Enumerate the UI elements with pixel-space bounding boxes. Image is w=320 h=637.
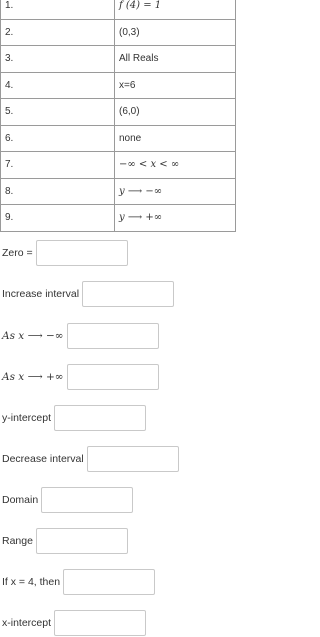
- answer-drop-box[interactable]: [54, 610, 146, 636]
- row-answer: (0,3): [115, 19, 236, 46]
- table-row: [1, 46, 236, 73]
- row-answer: x=6: [115, 72, 236, 99]
- question-label: Range: [2, 535, 33, 547]
- table-row: [1, 125, 236, 152]
- row-number: 4.: [1, 72, 115, 99]
- row-number: 3.: [1, 46, 115, 73]
- row-number: 9.: [1, 205, 115, 232]
- row-answer: f (4) = 1: [115, 0, 236, 19]
- row-answer: All Reals: [115, 46, 236, 73]
- question-label: If x = 4, then: [2, 576, 61, 588]
- question-zero: [2, 239, 128, 267]
- answer-bank-table: [0, 0, 236, 232]
- question-y-intercept: [2, 404, 146, 432]
- question-label: Increase interval: [2, 288, 80, 300]
- row-answer: −∞ < x < ∞: [115, 152, 236, 179]
- question-label: As x ⟶ −∞: [2, 330, 64, 342]
- answer-drop-box[interactable]: [54, 405, 146, 431]
- answer-drop-box[interactable]: [63, 569, 155, 595]
- table-row: [1, 19, 236, 46]
- table-row: [1, 99, 236, 126]
- answer-drop-box[interactable]: [67, 364, 159, 390]
- question-decrease-interval: [2, 445, 179, 473]
- row-number: 8.: [1, 178, 115, 205]
- row-answer: (6,0): [115, 99, 236, 126]
- question-label: Domain: [2, 494, 39, 506]
- question-label: Zero =: [2, 247, 33, 259]
- question-range: [2, 527, 128, 555]
- table-row: [1, 205, 236, 232]
- question-label: x-intercept: [2, 617, 52, 629]
- question-as-x-neg-inf: [2, 322, 159, 350]
- answer-drop-box[interactable]: [36, 528, 128, 554]
- table-row: [1, 178, 236, 205]
- question-if-x-equals-4: [2, 568, 155, 596]
- row-number: 1.: [1, 0, 115, 19]
- question-label: Decrease interval: [2, 453, 84, 465]
- question-as-x-pos-inf: [2, 363, 159, 391]
- row-answer: y ⟶ +∞: [115, 205, 236, 232]
- answer-drop-box[interactable]: [41, 487, 133, 513]
- answer-drop-box[interactable]: [36, 240, 128, 266]
- answer-drop-box[interactable]: [87, 446, 179, 472]
- table-row: [1, 152, 236, 179]
- answer-drop-box[interactable]: [67, 323, 159, 349]
- question-domain: [2, 486, 133, 514]
- row-number: 5.: [1, 99, 115, 126]
- question-increase-interval: [2, 280, 174, 308]
- row-number: 2.: [1, 19, 115, 46]
- row-number: 6.: [1, 125, 115, 152]
- answer-drop-box[interactable]: [82, 281, 174, 307]
- table-row: [1, 0, 236, 19]
- row-number: 7.: [1, 152, 115, 179]
- row-answer: y ⟶ −∞: [115, 178, 236, 205]
- table-row: [1, 72, 236, 99]
- question-x-intercept: [2, 609, 146, 637]
- row-answer: none: [115, 125, 236, 152]
- question-label: y-intercept: [2, 412, 52, 424]
- question-label: As x ⟶ +∞: [2, 371, 64, 383]
